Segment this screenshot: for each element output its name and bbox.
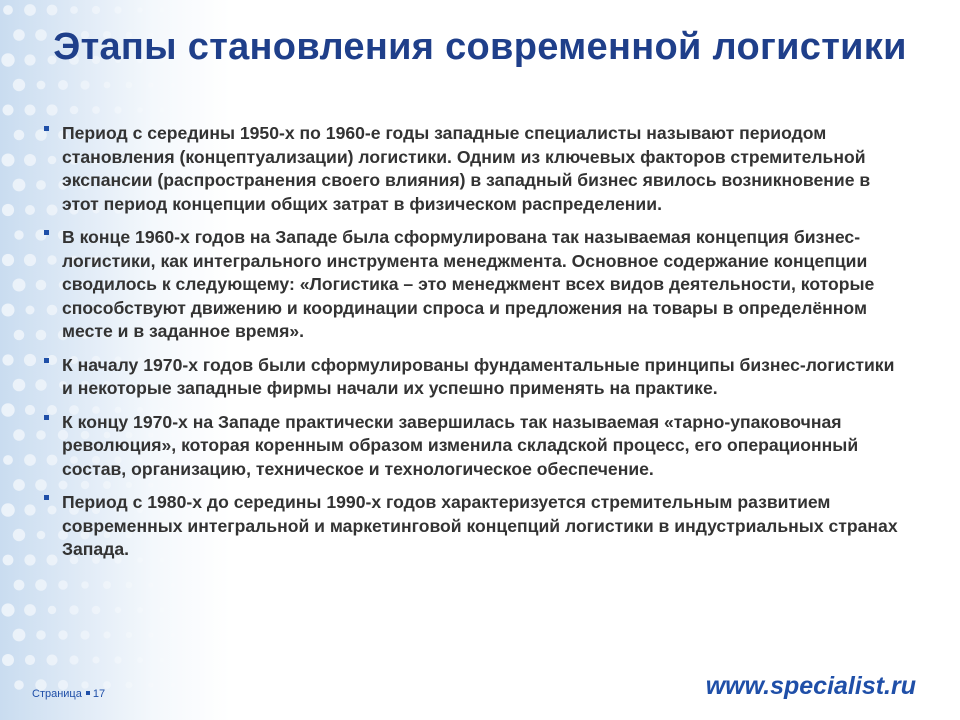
website-link[interactable]: www.specialist.ru	[705, 672, 916, 700]
bullet-text: Период с середины 1950-х по 1960-е годы западные специалисты называют периодом становления (концептуализации) логистики. Одним из ключевых факторов стремительной экспансии (распространения своего влияния) в западный бизнес явилось возникновение в этот период концепции общих затрат в физическом распределении.	[62, 123, 871, 214]
bullet-marker-icon	[44, 126, 49, 131]
bullet-item	[42, 354, 902, 401]
page-indicator	[32, 688, 105, 700]
bullet-item	[42, 411, 902, 482]
bullet-marker-icon	[44, 358, 49, 363]
bullet-item	[42, 122, 902, 216]
bullet-item	[42, 491, 902, 562]
bullet-marker-icon	[44, 230, 49, 235]
page-number: 17	[92, 688, 106, 700]
bullet-item	[42, 226, 902, 344]
bullet-text: В конце 1960-х годов на Западе была сформулирована так называемая концепция бизнес-логистики, как интегрального инструмента менеджмента. Основное содержание концепции сводилось к следующему: «Логистика – это менеджмент всех видов деятельности, которые способствуют движению и координации спроса и предложения на товары в определённом месте и в заданное время».	[62, 227, 875, 341]
slide-title: Этапы становления современной логистики	[53, 26, 907, 68]
bullet-text: Период с 1980-х до середины 1990-х годов характеризуется стремительным развитием современных интегральной и маркетинговой концепций логистики в индустриальных странах Запада.	[62, 492, 898, 559]
bullet-marker-icon	[44, 415, 49, 420]
bullet-text: К концу 1970-х на Западе практически завершилась так называемая «тарно-упаковочная революция», которая коренным образом изменила складской процесс, его операционный состав, организацию, техническое и технологическое обеспечение.	[62, 411, 859, 479]
page-label: Страница	[32, 688, 82, 700]
separator-dot-icon	[86, 691, 90, 695]
bullet-list	[42, 122, 902, 572]
bullet-marker-icon	[44, 495, 49, 500]
bullet-text: К началу 1970-х годов были сформулированы фундаментальные принципы бизнес-логистики и некоторые западные фирмы начали их успешно применять на практике.	[62, 354, 895, 398]
